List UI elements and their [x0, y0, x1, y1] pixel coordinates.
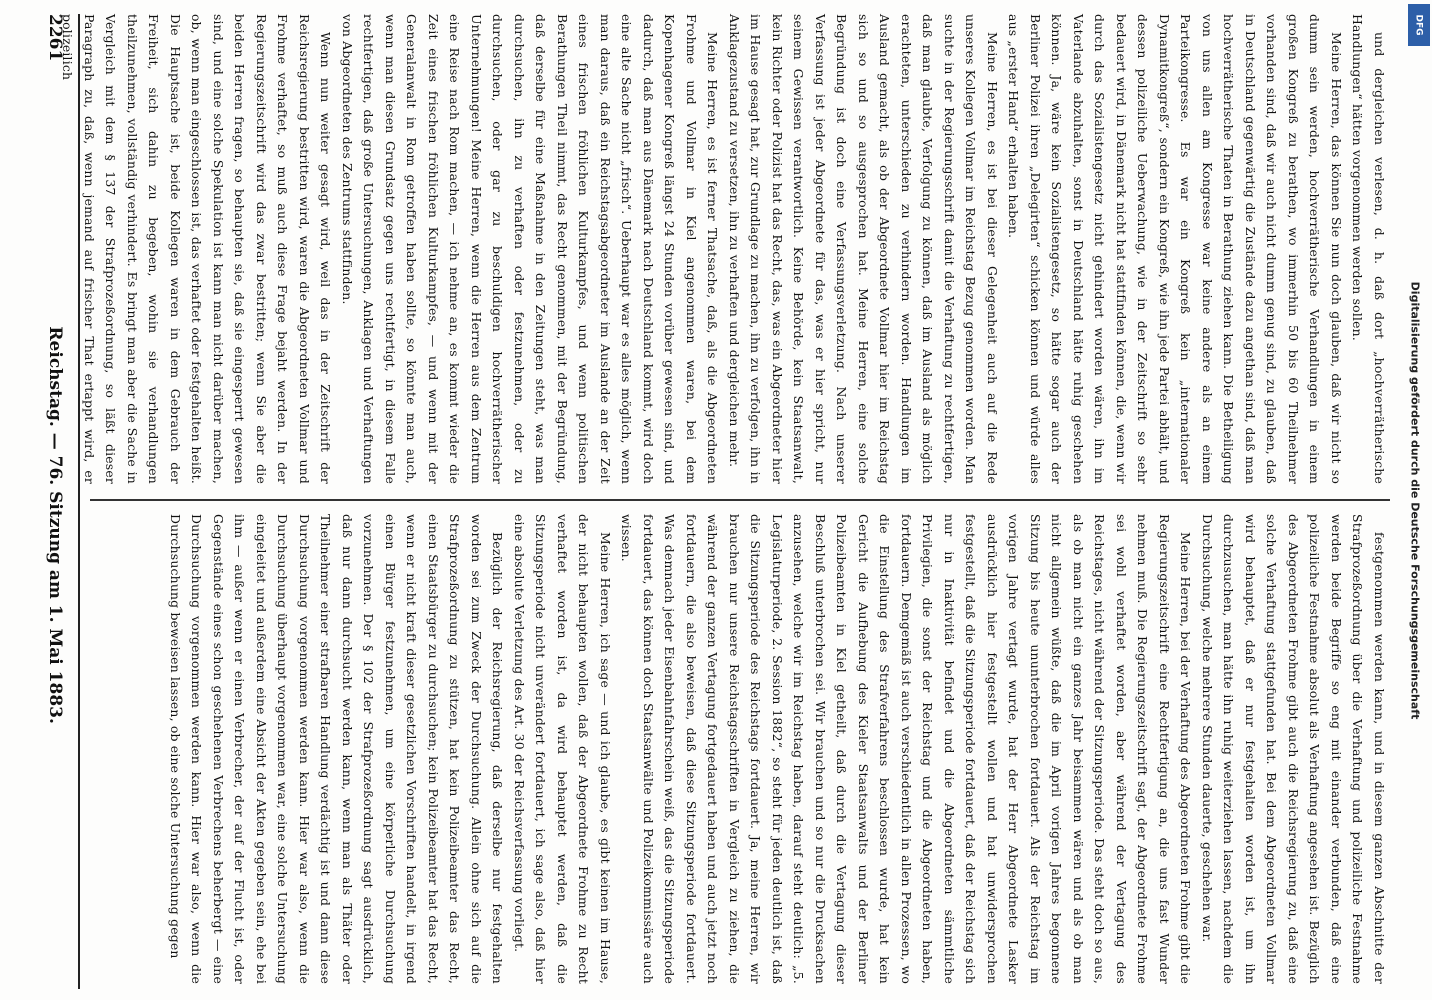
- paragraph: Meine Herren, bei der Verhaftung des Abgeordneten Frohme gibt die Regierungszeitschrift eine Rechtfertigung an, die uns fast Wunder nehmen muß. Die Regierungszeitschrift sagt, der Abgeordnete Frohme sei wohl verhaftet worden, aber während der Vertagung des Reichstages, nicht während der Sitzungsperiode. Das steht doch so aus, als ob man nicht ein ganzes Jahr beisammen wären und als ob man nicht allgemein wüßte, daß die im April vorigen Jahres begonnene Sitzung bis heute ununterbrochen fortdauert. Als der Reichstag im vorigen Jahre vertagt wurde, hat der Herr Abgeordnete Lasker ausdrücklich hier festgestellt wollen und hat unwidersprochen festgestellt, daß die Sitzungsperiode fortdauert, daß der Reichstag sich nur in Inaktivität befindet und die Abgeordneten sämmtliche Privilegien, die sonst der Reichstag und die Abgeordneten haben, fortdauern. Demgemäß ist auch verschiedentlich in allen Prozessen, wo die Einstellung des Strafverfahrens beschlossen wurde, hat kein Gericht die Aufhebung des Kieler Staatsanwalts und der Berliner Polizeibeamten in Kiel getheilt, daß durch die Vertagung dieser Beschluß unterbrochen sei. Wir brauchen und so nur die Drucksachen anzusehen, welche wir im Reichstag haben, darauf steht deutlich: „5. Legislaturperiode, 2. Session 1882“, so steht für jeden deutlich ist, daß die Sitzungsperiode des Reichstags fortdauert. Ja, meine Herren, wir brauchen nur unsere Reichstagsschriften in Vergleich zu ziehen, die während der ganzen Vertagung fortgedauert haben und auch jetzt noch fortdauern, die also beweisen, daß diese Sitzungsperiode fortdauert. Was demnach jeder Eisenbahnfahrschein weiß, das die Sitzungsperiode fortdauert, das können doch Staatsanwälte und Polizeikommissäre auch wissen.: [619, 514, 1194, 984]
- dfg-logo: DFG: [1408, 4, 1430, 46]
- paragraph: Wenn nun weiter gesagt wird, weil das in der Zeitschrift der Reichsregierung bestritten wird, waren die Abgeordneten Vollmar und Frohme verhaftet, so muß auch diese Frage bejaht werden. In der Regierungszeitschrift wird das zwar bestritten; wenn Sie aber die beiden Herren fragen, so behaupten sie, daß sie eingesperrt gewesen sind, und eine solche Spekulation ist kann man nicht darüber machen, ob, wenn man eingeschlossen ist, das verhaftet oder festgehalten heißt. Die Hauptsache ist, beide Kollegen waren in dem Gebrauch der Freiheit, sich dahin zu begeben, wohin sie verhandlungen theilzunehmen, vollständig verhindert. Es bringt man aber die Sache in Vergleich mit dem § 137 der Strafprozeßordnung, so läßt dieser Paragraph zu, daß, wenn jemand auf frischer That ertappt wird, er polizeilich: [60, 14, 334, 484]
- rotated-page: [30, 14, 1400, 989]
- paragraph: Meine Herren, es ist ferner Thatsache, daß, als die Abgeordneten Frohme und Vollmar in Kiel angenommen waren, bei dem Kopenhagener Kongreß längst 24 Stunden vorüber gewesen sind, und dadurch, daß man aus Dänemark nach Deutschland kommt, wird doch eine alte Sache nicht „frisch“. Ueberhaupt war es alles möglich, wenn man daraus, daß ein Reichstagsabgeordneter im Auslande an der Zeit eines frischen fröhlichen Kulturkampfes, und wenn politischen Berathungen Theil nimmt, das Recht genommen, mit der Begründung, daß derselbe für eine Maßnahme in den Zeitungen steht, was man durchsuchen, ihn zu verhaften oder festzunehmen, oder zu durchsuchen, oder gar zu beschuldigen hochverrätherischer Unternehmungen! Meine Herren, wenn die Herren aus dem Zentrum eine Reise nach Rom machen, — ich nehme an, es kommt wieder die Zeit eines frischen fröhlichen Kulturkampfes, — und wenn mit der Generalanwalt in Rom getroffen haben sollte, so könnte man auch, wenn man diesen Grundsatz gegen uns rechtfertigt, in diesem Falle rechtfertigen, daß große Untersuchungen, Anklagen und Verhaftungen von Abgeordneten des Zentrums stattfinden.: [340, 14, 721, 484]
- page-title: Reichstag. — 76. Sitzung am 1. Mai 1883.: [45, 326, 65, 724]
- paragraph: Meine Herren, das können Sie nun doch glauben, daß wir nicht so dumm sein werden, hochverrätherische Verhandlungen in einem großen Kongreß zu berathen, wo immerhin 50 bis 60 Theilnehmer vorhanden sind, daß wir auch nicht dumm genug sind, zu glauben, daß in Deutschland gegenwärtig die Zustände dazu angethan sind, daß man hochverrätherische Thaten in Berathung ziehen kann. Die Betheiligung von uns allen am Kongresse war keine andere als an einem Parteikongresse. Es war ein Kongreß kein „internationaler Dynamitkongreß“, sondern ein Kongreß, wie ihn jede Partei abhält, und dessen polizeiliche Ueberwachung, wie in der Zeitschrift so sehr bedauert wird, in Dänemark nicht hat stattfinden können, die, wenn wir durch das Sozialistengesetz nicht gehindert worden wären, ihn im Vaterlande abzuhalten, sonst in Deutschland hätte ruhig geschehen können. Ja, wäre kein Sozialistengesetz, so hätte sogar auch der Berliner Polizei ihren „Delegirten“ schicken können und würde alles aus „erster Hand“ erhalten haben.: [1006, 14, 1344, 484]
- digitization-note: Digitalisierung gefördert durch die Deutsche Forschungsgemeinschaft: [1408, 281, 1422, 719]
- column-divider: [90, 499, 1390, 501]
- paragraph: Bezüglich der Reichsregierung, daß derselbe nur festgehalten worden sei zum Zweck der Durchsuchung. Allein ohne sich auf die Strafprozeßordnung zu stützen, hat kein Polizeibeamter das Recht, einen Staatsbürger zu durchsuchen; kein Polizeibeamter hat das Recht, wenn er nicht kraft dieser gesetzlichen Vorschriften handelt, in irgend einen Bürger festzunehmen, um eine körperliche Durchsuchung vorzunehmen. Der § 102 der Strafprozeßordnung sagt ausdrücklich, daß nur dann durchsucht werden kann, wenn man als Thäter oder Theilnehmer einer strafbaren Handlung verdächtig ist und dann diese Durchsuchung vorgenommen werden kann. Hier war also, wenn die Durchsuchung überhaupt vorgenommen war, eine solche Untersuchung eingeleitet und außerdem eine Absicht der Akten gegeben sein, ehe bei ihm — außer wenn er einen Verbrecher, der auf der Flucht ist, oder Gegenstände eines schon geschehenen Verbrechens beherbergt — eine Durchsuchung vorgenommen werden kann. Hier war also, wenn die Durchsuchung beweisen lassen, ob eine solche Untersuchung gegen: [168, 514, 506, 984]
- text-column-left: [60, 14, 1390, 484]
- paragraph: Meine Herren, es ist bei dieser Gelegenheit auch auf die Rede unseres Kollegen Vollmar im Reichstag Bezug genommen worden. Man suchte in der Regierungsschrift damit die Verhaftung zu rechtfertigen, daß man glaubte, Verfolgung zu können, daß im Ausland als möglich erachteten, unterschieden zu verhindern worden. Handlungen im Ausland gemacht, als ob der Abgeordnete Vollmar hier im Reichstag sich so und so ausgesprochen hat. Meine Herren, eine solche Begründung ist doch eine Verfassungsverletzung. Nach unserer Verfassung ist jeder Abgeordnete für das, was er hier spricht, nur seinem Gewissen verantwortlich. Keine Behörde, kein Staatsanwalt, kein Richter oder Polizist hat das Recht, das, was ein Abgeordneter hier im Hause gesagt hat, zur Grundlage zu machen, ihn zu verfolgen, ihn in Anklagezustand zu versetzen, ihn zu verhaften und dergleichen mehr.: [727, 14, 1000, 484]
- header-rule: [78, 14, 80, 989]
- running-header: [40, 14, 70, 989]
- page-number: 2261: [45, 14, 65, 62]
- paragraph: Meine Herren, ich sage — und ich glaube, es gibt keinen im Hause, der nicht behaupten wollen, daß der Abgeordnete Frohme zu Recht verhaftet worden ist, da wird behauptet werden, daß die Sitzungsperiode nicht unverändert fortdauert, ich sage also, daß hier eine absolute Verletzung des Art. 30 der Reichsverfassung vorliegt.: [512, 514, 613, 984]
- text-column-right: [90, 514, 1390, 984]
- paragraph: festgenommen werden kann, und in diesem ganzen Abschnitte der Strafprozeßordnung über die Verhaftung und polizeiliche Festnahme werden beide Begriffe so eng mit einander verbunden, daß eine polizeiliche Festnahme absolut als Verhaftung angesehen ist. Bezüglich des Abgeordneten Frohme gibt auch die Reichsregierung zu, daß eine solche Verhaftung stattgefunden hat. Bei dem Abgeordneten Vollmar wird behauptet, daß er nur festgehalten worden ist, um ihn durchzusuchen, man hätte ihn ruhig weiterziehen lassen, nachdem die Durchsuchung, welche mehrere Stunden dauerte, geschehen war.: [1200, 514, 1387, 984]
- paragraph: und dergleichen verlesen, d. h. daß dort „hochverrätherische Handlungen“ hätten vorgenommen werden sollen.: [1350, 14, 1387, 484]
